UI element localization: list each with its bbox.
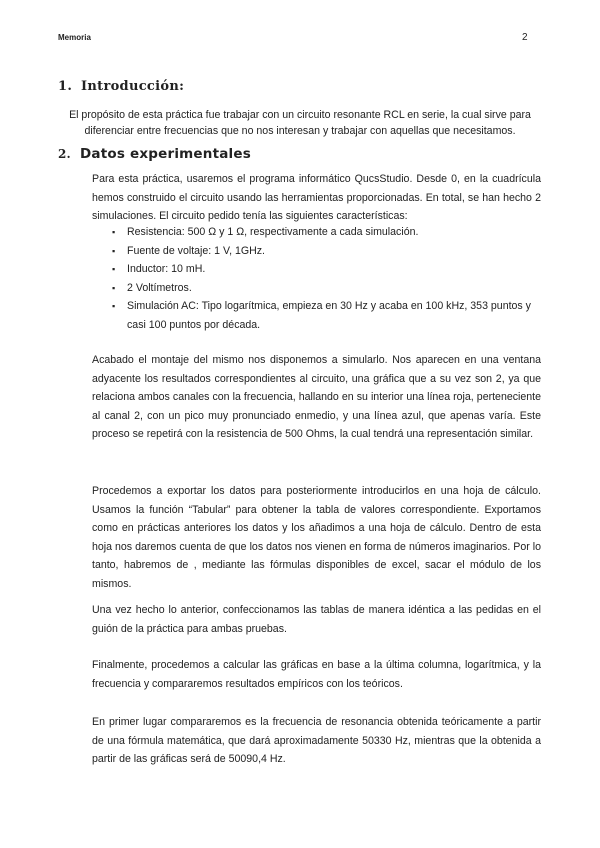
paragraph-graphs: Finalmente, procedemos a calcular las gráficas en base a la última columna, logarítmica, y la frecuencia y compararemos resultados empíricos con los teóricos. [92, 659, 541, 690]
section-title: Datos experimentales [80, 146, 251, 162]
page-number: 2 [522, 32, 528, 43]
paragraph-simulation: Acabado el montaje del mismo nos disponemos a simularlo. Nos aparecen en una ventana adyacente los resultados correspondientes al circuito, una gráfica que a su vez son 2, ya que relaciona ambos canales con la frecuencia, hallando en su interior una línea roja, perteneciente al canal 2, con un pico muy pronunciado enmedio, y una línea azul, que apenas varía. Este proceso se repetirá con la resistencia de 500 Ohms, la cual tendrá una representación similar. [92, 354, 541, 441]
paragraph-export: Procedemos a exportar los datos para posteriormente introducirlos en una hoja de cálculo. Usamos la función “Tabular” para obtener la tabla de valores correspondiente. Exportamos como en prácticas anteriores los datos y los añadimos a una hoja de cálculo. Dentro de esta hoja nos daremos cuenta de que los datos nos vienen en forma de números imaginarios. Por lo tanto, habremos de , mediante las fórmulas disponibles de excel, sacar el módulo de los mismos. [92, 485, 541, 590]
characteristics-list [112, 223, 542, 335]
list-item: ▪ Inductor: 10 mH. [112, 260, 542, 279]
list-item: ▪ Fuente de voltaje: 1 V, 1GHz. [112, 242, 542, 261]
section-title: Introducción: [81, 79, 185, 94]
header-title: Memoria [58, 33, 91, 42]
paragraph-setup: Para esta práctica, usaremos el programa informático QucsStudio. Desde 0, en la cuadrícula hemos construido el circuito usando las herramientas proporcionadas. En total, se han hecho 2 simulaciones. El circuito pedido tenía las siguientes características: [92, 173, 541, 223]
paragraph-tables: Una vez hecho lo anterior, confeccionamos las tablas de manera idéntica a las pedidas en el guión de la práctica para ambas pruebas. [92, 604, 541, 635]
list-item: ▪ 2 Voltímetros. [112, 279, 542, 298]
section-heading-experimental-data [58, 146, 251, 162]
section-number: 2. [58, 147, 71, 161]
paragraph-resonance: En primer lugar compararemos es la frecuencia de resonancia obtenida teóricamente a partir de una fórmula matemática, que dará aproximadamente 50330 Hz, mientras que la obtenida a partir de las gráficas será de 50090,4 Hz. [92, 716, 541, 766]
list-item: ▪ Simulación AC: Tipo logarítmica, empieza en 30 Hz y acaba en 100 kHz, 353 puntos y casi 100 puntos por década. [112, 297, 542, 334]
section-heading-introduction [58, 79, 184, 94]
list-item: ▪ Resistencia: 500 Ω y 1 Ω, respectivamente a cada simulación. [112, 223, 542, 242]
section-number: 1. [58, 79, 73, 94]
intro-paragraph: El propósito de esta práctica fue trabajar con un circuito resonante RCL en serie, la cual sirve para diferenciar entre frecuencias que no nos interesan y trabajar con aquellas que necesitamos. [69, 109, 531, 137]
